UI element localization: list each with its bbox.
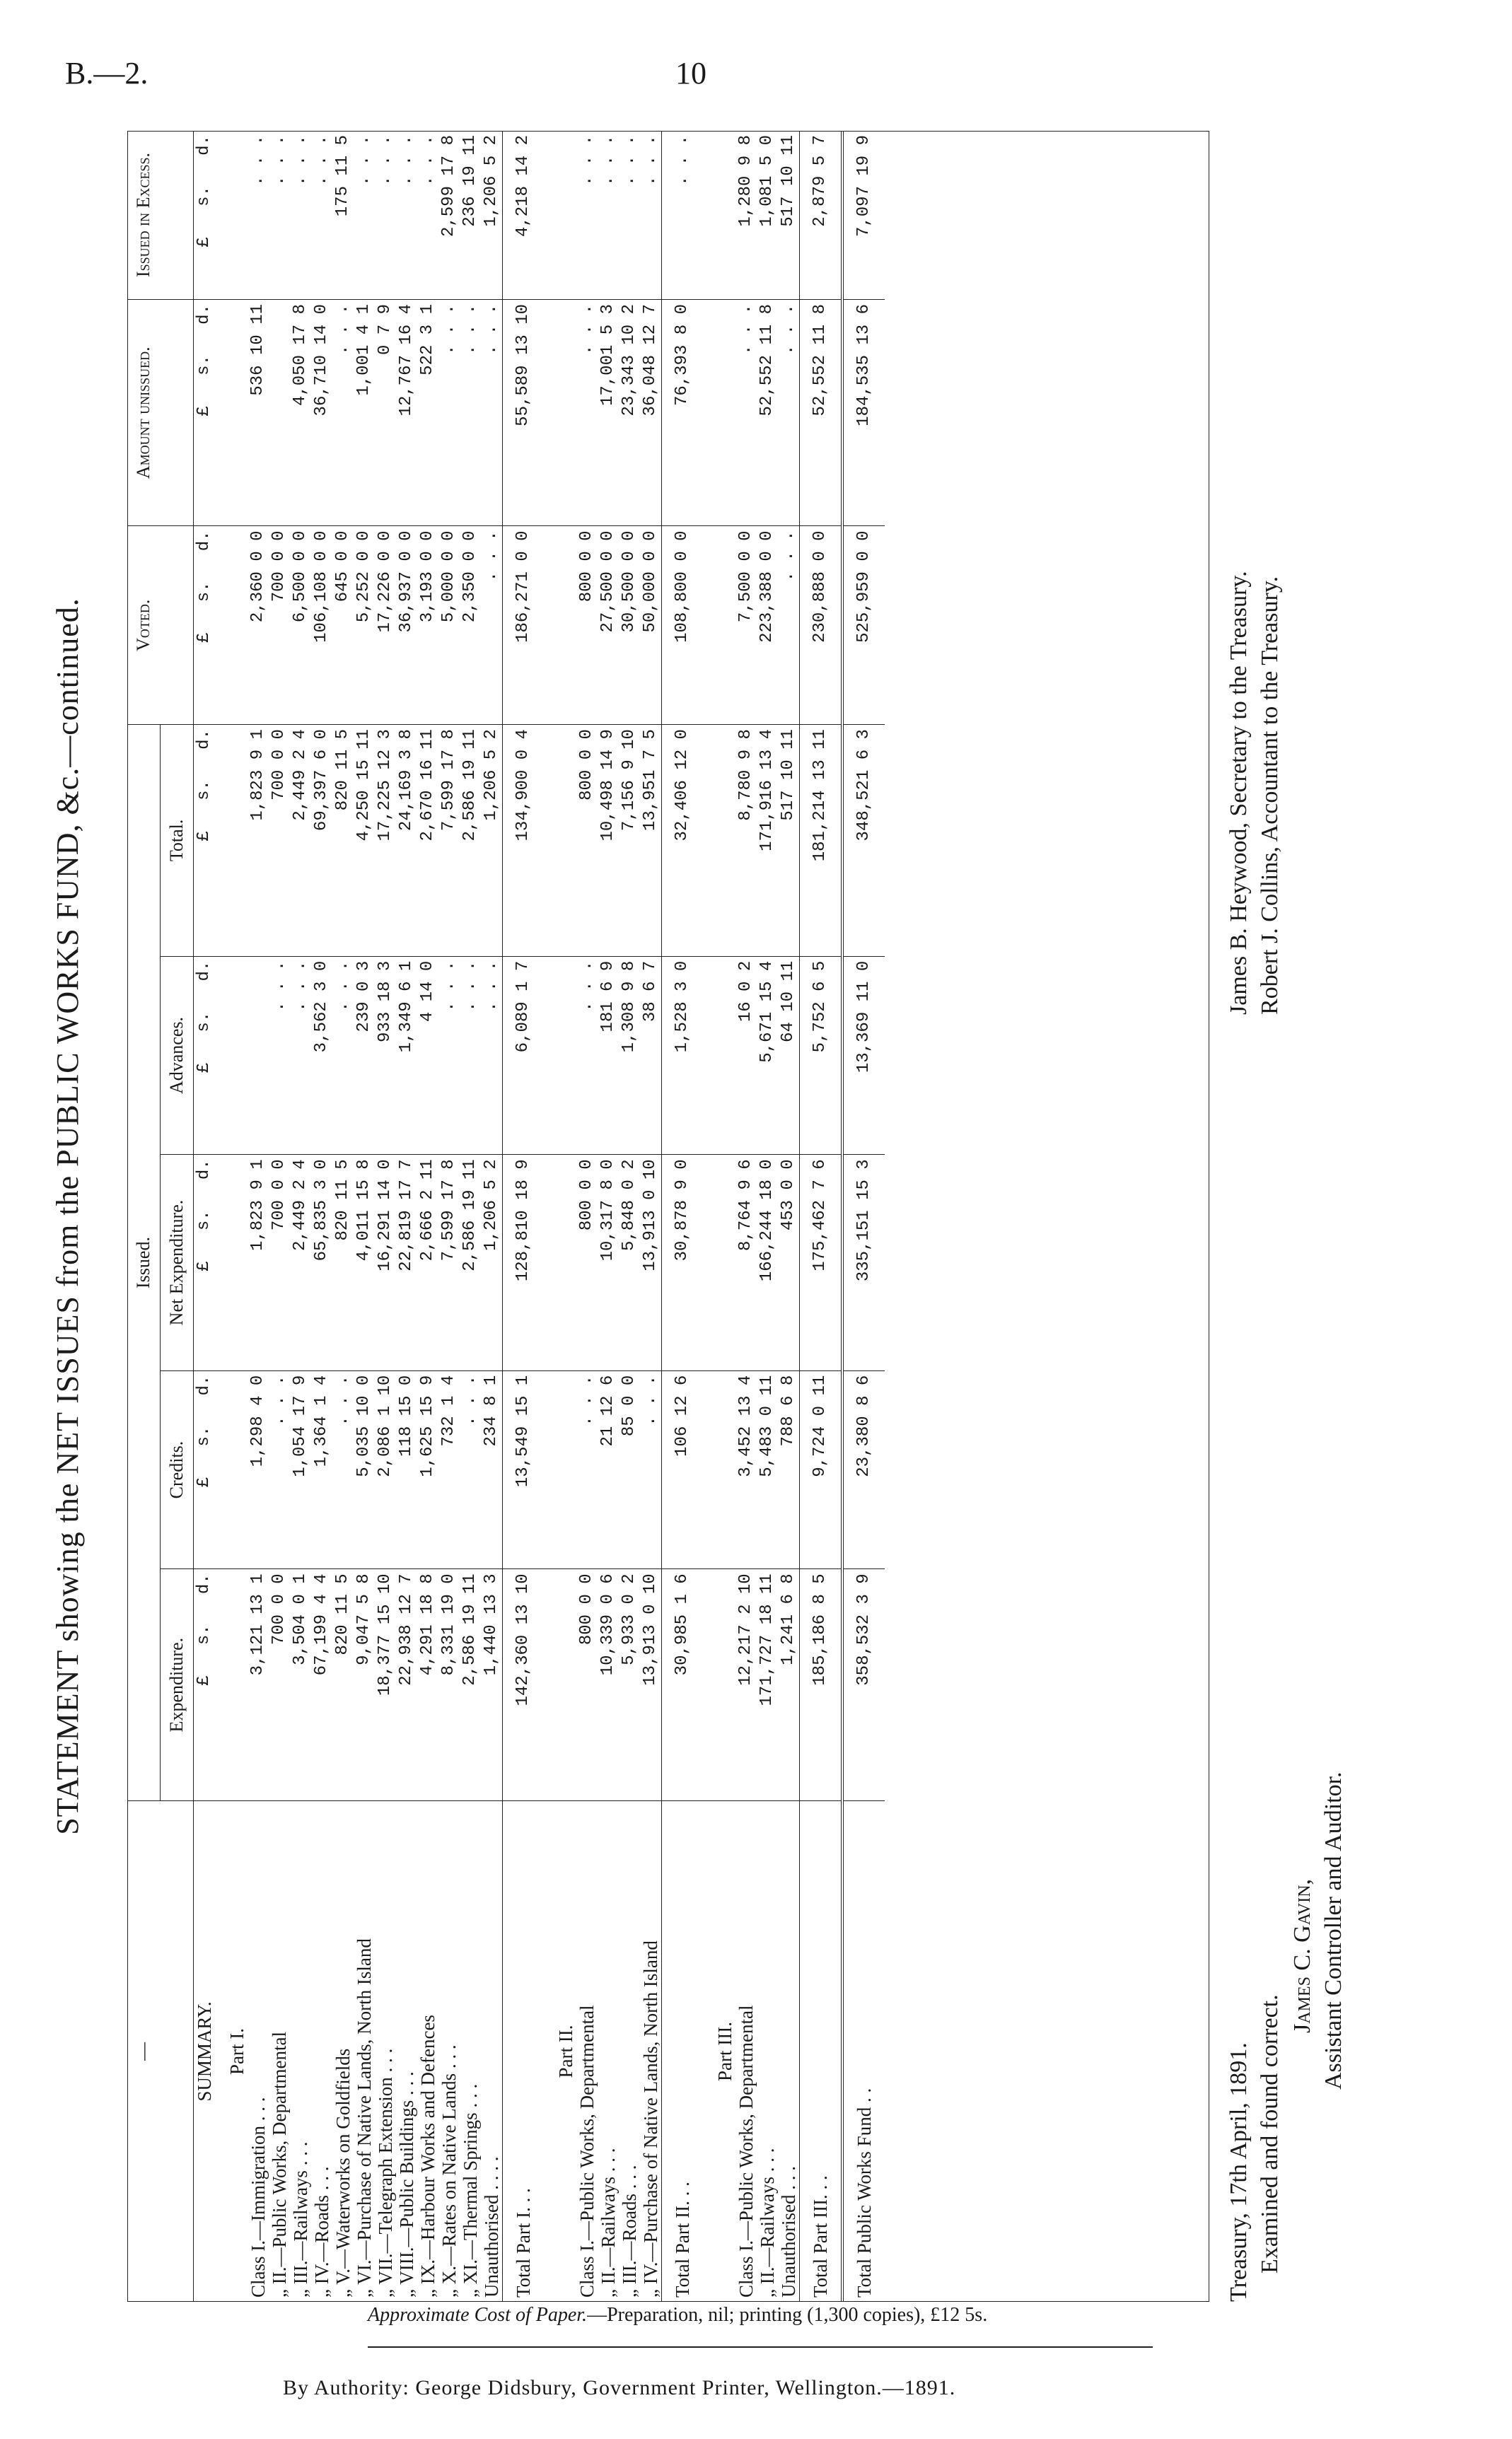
cell-cred: 234 8 1 (481, 1370, 503, 1569)
cell-unissued: 76,393 8 0 (662, 300, 704, 526)
cell-adv (248, 956, 269, 1155)
cell-unissued: . . . (778, 300, 800, 526)
empty-cell (544, 1370, 576, 1569)
cell-tot: 2,449 2 4 (290, 725, 311, 957)
cell-cred: 23,380 8 6 (842, 1370, 885, 1569)
empty-cell (544, 131, 576, 300)
cell-unissued: 52,552 11 8 (757, 300, 778, 526)
cell-tot: 134,900 0 4 (503, 725, 545, 957)
table-row (481, 131, 503, 2302)
empty-cell (544, 1155, 576, 1370)
cell-net: 5,848 0 2 (619, 1155, 640, 1370)
cell-net: 166,244 18 0 (757, 1155, 778, 1370)
cell-adv: . . . (290, 956, 311, 1155)
cell-cred: 1,625 15 9 (417, 1370, 438, 1569)
cell-adv: 38 6 7 (640, 956, 662, 1155)
cell-net: 1,823 9 1 (248, 1155, 269, 1370)
units-cell: £ s. d. (194, 1370, 216, 1569)
cell-net: 2,449 2 4 (290, 1155, 311, 1370)
row-label: „ VIII.—Public Buildings . . . (396, 2071, 417, 2298)
cell-excess: . . . (290, 131, 311, 300)
row-label: „ III.—Railways . . . (290, 2141, 311, 2298)
cell-unissued: 12,767 16 4 (396, 300, 417, 526)
empty-cell (215, 1569, 248, 1801)
cell-net: 22,819 17 7 (396, 1155, 417, 1370)
cell-exp: 142,360 13 10 (503, 1569, 545, 1801)
cell-net: 453 0 0 (778, 1155, 800, 1370)
cell-tot: 10,498 14 9 (598, 725, 619, 957)
cell-unissued: 23,343 10 2 (619, 300, 640, 526)
row-label: Class I.—Immigration . . . (248, 2097, 269, 2298)
cell-adv: 181 6 9 (598, 956, 619, 1155)
cell-unissued: 536 10 11 (248, 300, 269, 526)
part-heading: Part III. (714, 2022, 735, 2081)
cell-adv: 239 0 3 (354, 956, 375, 1155)
cell-excess: . . . (598, 131, 619, 300)
units-cell: £ s. d. (194, 725, 216, 957)
cell-exp: 8,331 19 0 (438, 1569, 460, 1801)
table-row (757, 131, 778, 2302)
advances-header: Advances. (161, 956, 194, 1155)
empty-cell (703, 526, 735, 725)
examined-note: Examined and found correct. (1257, 1994, 1283, 2274)
table-row (735, 131, 757, 2302)
cell-adv: 1,308 9 8 (619, 956, 640, 1155)
empty-cell (544, 300, 576, 526)
table-row (290, 131, 311, 2302)
cell-net: 2,586 19 11 (460, 1155, 481, 1370)
cell-excess: . . . (640, 131, 662, 300)
empty-cell (544, 956, 576, 1155)
cell-voted: 7,500 0 0 (735, 526, 757, 725)
cost-text: —Preparation, nil; printing (1,300 copies), £12 5s. (587, 2304, 988, 2326)
table-row (598, 131, 619, 2302)
cell-unissued: 522 3 1 (417, 300, 438, 526)
part-total-row (800, 131, 843, 2302)
cell-exp: 700 0 0 (269, 1569, 290, 1801)
cell-voted: 525,959 0 0 (842, 526, 885, 725)
cell-unissued: 184,535 13 6 (842, 300, 885, 526)
cell-net: 2,666 2 11 (417, 1155, 438, 1370)
table-row (576, 131, 598, 2302)
cell-exp: 1,440 13 3 (481, 1569, 503, 1801)
cell-adv: 933 18 3 (375, 956, 396, 1155)
cell-cred: . . . (576, 1370, 598, 1569)
row-label: Total Part I. . . (503, 1801, 545, 2303)
empty-cell (703, 1569, 735, 1801)
cell-tot: 24,169 3 8 (396, 725, 417, 957)
units-row (194, 131, 216, 2302)
cell-cred: . . . (640, 1370, 662, 1569)
part-heading: Part I. (226, 2028, 248, 2075)
cell-net: 175,462 7 6 (800, 1155, 843, 1370)
empty-cell (703, 956, 735, 1155)
voted-header: Voted. (127, 526, 194, 725)
cell-tot: 4,250 15 11 (354, 725, 375, 957)
cell-unissued: 17,001 5 3 (598, 300, 619, 526)
table-body (194, 131, 885, 2302)
cell-exp: 12,217 2 10 (735, 1569, 757, 1801)
amount-unissued-header: Amount unissued. (127, 300, 194, 526)
cell-voted: 223,388 0 0 (757, 526, 778, 725)
printer-authority: By Authority: George Didsbury, Government Printer, Wellington.—1891. (283, 2376, 956, 2399)
total-header: Total. (161, 725, 194, 957)
row-label: „ IX.—Harbour Works and Defences (417, 2015, 438, 2298)
cell-excess: 2,599 17 8 (438, 131, 460, 300)
row-label: „ XI.—Thermal Springs . . . (460, 2083, 481, 2298)
issued-in-excess-header: Issued in Excess. (127, 131, 194, 300)
cell-net: 700 0 0 (269, 1155, 290, 1370)
table-row (332, 131, 354, 2302)
cell-unissued: 55,589 13 10 (503, 300, 545, 526)
cell-cred: 1,054 17 9 (290, 1370, 311, 1569)
cell-tot: 69,397 6 0 (311, 725, 332, 957)
cell-tot: 8,780 9 8 (735, 725, 757, 957)
part-heading-row (544, 131, 576, 2302)
cell-cred: 13,549 15 1 (503, 1370, 545, 1569)
cell-net: 335,151 15 3 (842, 1155, 885, 1370)
part-heading: Part II. (555, 2025, 576, 2078)
cell-excess: 4,218 14 2 (503, 131, 545, 300)
empty-cell (215, 526, 248, 725)
footer-divider (368, 2346, 1153, 2348)
cell-voted: 800 0 0 (576, 526, 598, 725)
empty-cell (215, 1370, 248, 1569)
cell-voted: 2,360 0 0 (248, 526, 269, 725)
statement-table (127, 131, 885, 2302)
empty-cell (215, 956, 248, 1155)
secretary-signature: James B. Heywood, Secretary to the Treasury. (1226, 571, 1252, 1015)
cell-excess: . . . (619, 131, 640, 300)
row-label: Unauthorised . . . (778, 2166, 799, 2298)
row-label: „ II.—Railways . . . (757, 2148, 778, 2298)
cell-excess: . . . (375, 131, 396, 300)
cell-voted: 645 0 0 (332, 526, 354, 725)
cell-unissued: . . . (460, 300, 481, 526)
cost-of-paper-note (368, 2304, 987, 2327)
row-label: „ IV.—Purchase of Native Lands, North Island (640, 1940, 661, 2298)
cell-voted: 186,271 0 0 (503, 526, 545, 725)
cell-voted: 700 0 0 (269, 526, 290, 725)
table-row (460, 131, 481, 2302)
empty-cell (703, 1155, 735, 1370)
units-cell: £ s. d. (194, 1155, 216, 1370)
empty-cell (215, 131, 248, 300)
cell-voted: 108,800 0 0 (662, 526, 704, 725)
cell-adv: 16 0 2 (735, 956, 757, 1155)
credits-header: Credits. (161, 1370, 194, 1569)
cost-label: Approximate Cost of Paper. (368, 2304, 588, 2326)
empty-cell (703, 725, 735, 957)
cell-exp: 185,186 8 5 (800, 1569, 843, 1801)
cell-excess: 175 11 5 (332, 131, 354, 300)
cell-adv: . . . (438, 956, 460, 1155)
cell-net: 1,206 5 2 (481, 1155, 503, 1370)
cell-adv: 64 10 11 (778, 956, 800, 1155)
issued-group-header: Issued. (127, 725, 161, 1801)
cell-net: 30,878 9 0 (662, 1155, 704, 1370)
summary-heading: SUMMARY. (194, 2001, 215, 2102)
cell-cred: . . . (332, 1370, 354, 1569)
units-cell: £ s. d. (194, 300, 216, 526)
cell-exp: 3,121 13 1 (248, 1569, 269, 1801)
cell-voted: 2,350 0 0 (460, 526, 481, 725)
cell-unissued: 0 7 9 (375, 300, 396, 526)
net-expenditure-header: Net Expenditure. (161, 1155, 194, 1370)
units-cell: £ s. d. (194, 956, 216, 1155)
cell-exp: 1,241 6 8 (778, 1569, 800, 1801)
table-row (311, 131, 332, 2302)
row-label: „ VI.—Purchase of Native Lands, North Island (354, 1938, 375, 2298)
table-row (248, 131, 269, 2302)
cell-voted: 36,937 0 0 (396, 526, 417, 725)
cell-exp: 10,339 0 6 (598, 1569, 619, 1801)
cell-voted: 106,108 0 0 (311, 526, 332, 725)
part-heading-row (215, 131, 248, 2302)
empty-cell (703, 300, 735, 526)
cell-unissued: . . . (576, 300, 598, 526)
document-code: B.—2. (65, 56, 149, 91)
cell-net: 4,011 15 8 (354, 1155, 375, 1370)
cell-unissued: 4,050 17 8 (290, 300, 311, 526)
cell-adv: 1,349 6 1 (396, 956, 417, 1155)
cell-unissued: 36,710 14 0 (311, 300, 332, 526)
table-row (375, 131, 396, 2302)
cell-voted: 3,193 0 0 (417, 526, 438, 725)
cell-unissued: . . . (438, 300, 460, 526)
rotated-page-content (50, 131, 1429, 2302)
cell-adv: . . . (269, 956, 290, 1155)
table-row (778, 131, 800, 2302)
cell-adv: 13,369 11 0 (842, 956, 885, 1155)
table-row (640, 131, 662, 2302)
cell-exp: 358,532 3 9 (842, 1569, 885, 1801)
cell-exp: 800 0 0 (576, 1569, 598, 1801)
cell-adv: 4 14 0 (417, 956, 438, 1155)
cell-cred: 9,724 0 11 (800, 1370, 843, 1569)
units-cell: £ s. d. (194, 1569, 216, 1801)
row-label: Unauthorised . . . . (481, 2156, 502, 2298)
empty-cell (703, 131, 735, 300)
empty-cell (215, 1155, 248, 1370)
row-label: Total Part II. . . (662, 1801, 704, 2303)
cell-cred: 85 0 0 (619, 1370, 640, 1569)
cell-unissued: . . . (481, 300, 503, 526)
cell-excess: . . . (576, 131, 598, 300)
cell-exp: 5,933 0 2 (619, 1569, 640, 1801)
cell-unissued: . . . (735, 300, 757, 526)
page-number: 10 (675, 56, 706, 91)
cell-exp: 4,291 18 8 (417, 1569, 438, 1801)
treasury-date: Treasury, 17th April, 1891. (1226, 2042, 1252, 2302)
cell-cred: 118 15 0 (396, 1370, 417, 1569)
cell-tot: 700 0 0 (269, 725, 290, 957)
cell-tot: 1,823 9 1 (248, 725, 269, 957)
cell-tot: 7,599 17 8 (438, 725, 460, 957)
cell-excess: 1,206 5 2 (481, 131, 503, 300)
row-label: „ V.—Waterworks on Goldfields (332, 2048, 354, 2298)
cell-excess: . . . (248, 131, 269, 300)
row-label: „ III.—Roads . . . (619, 2165, 640, 2298)
cell-voted: 230,888 0 0 (800, 526, 843, 725)
cell-exp: 30,985 1 6 (662, 1569, 704, 1801)
cell-unissued: 36,048 12 7 (640, 300, 662, 526)
cell-tot: 348,521 6 3 (842, 725, 885, 957)
cell-net: 7,599 17 8 (438, 1155, 460, 1370)
cell-voted: . . . (481, 526, 503, 725)
cell-cred: 106 12 6 (662, 1370, 704, 1569)
cell-unissued (269, 300, 290, 526)
statement-title: STATEMENT showing the NET ISSUES from the PUBLIC WORKS FUND, &c.—continued. (50, 598, 85, 1835)
cell-voted: 50,000 0 0 (640, 526, 662, 725)
cell-cred: 788 6 8 (778, 1370, 800, 1569)
accountant-signature: Robert J. Collins, Accountant to the Treasury. (1257, 576, 1283, 1015)
cell-unissued: . . . (332, 300, 354, 526)
cell-excess: . . . (311, 131, 332, 300)
table-row (396, 131, 417, 2302)
cell-tot: 32,406 12 0 (662, 725, 704, 957)
table-row (269, 131, 290, 2302)
cell-exp: 18,377 15 10 (375, 1569, 396, 1801)
cell-net: 13,913 0 10 (640, 1155, 662, 1370)
row-label: Class I.—Public Works, Departmental (735, 2005, 757, 2298)
row-label: Class I.—Public Works, Departmental (576, 2005, 598, 2298)
cell-tot: 2,586 19 11 (460, 725, 481, 957)
cell-unissued: 1,001 4 1 (354, 300, 375, 526)
cell-tot: 2,670 16 11 (417, 725, 438, 957)
part-heading-row (703, 131, 735, 2302)
cell-exp: 9,047 5 8 (354, 1569, 375, 1801)
cell-voted: 5,252 0 0 (354, 526, 375, 725)
empty-cell (544, 526, 576, 725)
cell-cred: 2,086 1 10 (375, 1370, 396, 1569)
expenditure-header: Expenditure. (161, 1569, 194, 1801)
cell-exp: 3,504 0 1 (290, 1569, 311, 1801)
label-column-header: — (127, 1801, 194, 2303)
cell-net: 65,835 3 0 (311, 1155, 332, 1370)
cell-voted: 5,000 0 0 (438, 526, 460, 725)
cell-exp: 820 11 5 (332, 1569, 354, 1801)
cell-excess: . . . (269, 131, 290, 300)
cell-adv: 6,089 1 7 (503, 956, 545, 1155)
part-total-row (503, 131, 545, 2302)
cell-adv: 5,752 6 5 (800, 956, 843, 1155)
cell-exp: 2,586 19 11 (460, 1569, 481, 1801)
cell-adv: . . . (481, 956, 503, 1155)
cell-adv: . . . (460, 956, 481, 1155)
cell-net: 16,291 14 0 (375, 1155, 396, 1370)
auditor-name: James C. Gavin, (1289, 1878, 1315, 2033)
cell-voted: 6,500 0 0 (290, 526, 311, 725)
cell-net: 8,764 9 6 (735, 1155, 757, 1370)
cell-cred: 3,452 13 4 (735, 1370, 757, 1569)
cell-tot: 171,916 13 4 (757, 725, 778, 957)
cell-excess: 236 19 11 (460, 131, 481, 300)
cell-cred: 5,483 0 11 (757, 1370, 778, 1569)
cell-tot: 820 11 5 (332, 725, 354, 957)
cell-voted: . . . (778, 526, 800, 725)
cell-tot: 181,214 13 11 (800, 725, 843, 957)
empty-cell (215, 725, 248, 957)
auditor-title: Assistant Controller and Auditor. (1320, 1771, 1347, 2090)
cell-excess: . . . (417, 131, 438, 300)
part-total-row (662, 131, 704, 2302)
row-label: „ VII.—Telegraph Extension . . . (375, 2048, 396, 2298)
cell-voted: 30,500 0 0 (619, 526, 640, 725)
row-label: „ II.—Railways . . . (598, 2148, 619, 2298)
cell-unissued: 52,552 11 8 (800, 300, 843, 526)
units-cell: £ s. d. (194, 131, 216, 300)
cell-tot: 7,156 9 10 (619, 725, 640, 957)
cell-cred: . . . (460, 1370, 481, 1569)
cell-cred: 21 12 6 (598, 1370, 619, 1569)
cell-exp: 67,199 4 4 (311, 1569, 332, 1801)
cell-adv: 1,528 3 0 (662, 956, 704, 1155)
cell-tot: 1,206 5 2 (481, 725, 503, 957)
row-label: Total Part III. . . (800, 1801, 843, 2303)
cell-excess: 7,097 19 9 (842, 131, 885, 300)
cell-excess: 1,280 9 8 (735, 131, 757, 300)
cell-adv: . . . (332, 956, 354, 1155)
cell-tot: 800 0 0 (576, 725, 598, 957)
cell-adv: . . . (576, 956, 598, 1155)
empty-cell (544, 725, 576, 957)
empty-cell (544, 1569, 576, 1801)
cell-adv: 3,562 3 0 (311, 956, 332, 1155)
cell-excess: 1,081 5 0 (757, 131, 778, 300)
grand-total-row (842, 131, 885, 2302)
cell-net: 128,810 18 9 (503, 1155, 545, 1370)
cell-excess: . . . (396, 131, 417, 300)
cell-adv: 5,671 15 4 (757, 956, 778, 1155)
cell-cred: 1,364 1 4 (311, 1370, 332, 1569)
row-label: „ X.—Rates on Native Lands . . . (438, 2044, 460, 2298)
row-label: „ II.—Public Works, Departmental (269, 2032, 290, 2298)
cell-tot: 17,225 12 3 (375, 725, 396, 957)
table-row (417, 131, 438, 2302)
cell-net: 800 0 0 (576, 1155, 598, 1370)
units-cell: £ s. d. (194, 526, 216, 725)
cell-cred: 732 1 4 (438, 1370, 460, 1569)
cell-tot: 517 10 11 (778, 725, 800, 957)
cell-exp: 22,938 12 7 (396, 1569, 417, 1801)
cell-cred: . . . (269, 1370, 290, 1569)
cell-excess: 517 10 11 (778, 131, 800, 300)
row-label: Total Public Works Fund . . (842, 1801, 885, 2303)
cell-excess: . . . (662, 131, 704, 300)
table-row (354, 131, 375, 2302)
cell-cred: 5,035 10 0 (354, 1370, 375, 1569)
cell-voted: 27,500 0 0 (598, 526, 619, 725)
empty-cell (703, 1370, 735, 1569)
cell-excess: . . . (354, 131, 375, 300)
cell-exp: 171,727 18 11 (757, 1569, 778, 1801)
cell-excess: 2,879 5 7 (800, 131, 843, 300)
cell-tot: 13,951 7 5 (640, 725, 662, 957)
cell-net: 820 11 5 (332, 1155, 354, 1370)
table-row (438, 131, 460, 2302)
empty-cell (215, 300, 248, 526)
table-row (619, 131, 640, 2302)
cell-net: 10,317 8 0 (598, 1155, 619, 1370)
cell-exp: 13,913 0 10 (640, 1569, 662, 1801)
cell-cred: 1,298 4 0 (248, 1370, 269, 1569)
row-label: „ IV.—Roads . . . (311, 2166, 332, 2298)
cell-voted: 17,226 0 0 (375, 526, 396, 725)
